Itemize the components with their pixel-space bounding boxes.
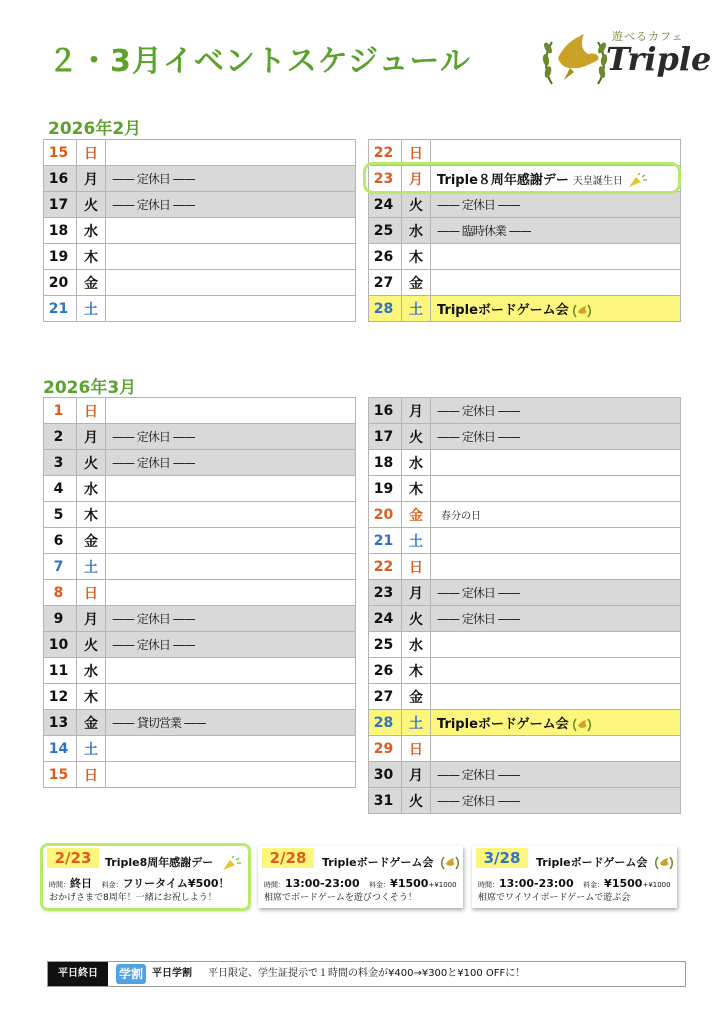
event-cell — [106, 710, 356, 736]
card-description: 相席でワイワイボードゲームで遊ぶ会 — [478, 893, 631, 903]
event-card-anniversary — [43, 846, 248, 908]
event-cell — [106, 450, 356, 476]
weekday: 木 — [402, 476, 431, 502]
day-number: 8 — [44, 580, 77, 606]
day-number: 22 — [369, 140, 402, 166]
day-number: 18 — [44, 218, 77, 244]
day-number: 24 — [369, 606, 402, 632]
day-number: 9 — [44, 606, 77, 632]
event-cell — [106, 658, 356, 684]
weekday: 日 — [77, 398, 106, 424]
weekday: 土 — [77, 554, 106, 580]
day-number: 25 — [369, 632, 402, 658]
calendar-row — [369, 192, 681, 218]
day-number: 20 — [44, 270, 77, 296]
weekday: 日 — [402, 554, 431, 580]
calendar-row — [44, 296, 356, 322]
weekday: 月 — [77, 166, 106, 192]
day-number: 4 — [44, 476, 77, 502]
day-number: 27 — [369, 270, 402, 296]
day-number: 31 — [369, 788, 402, 814]
day-number: 17 — [44, 192, 77, 218]
logo-wordmark: Triple — [606, 40, 712, 78]
event-cell — [106, 166, 356, 192]
event-cell — [431, 450, 681, 476]
calendar-row — [44, 684, 356, 710]
wreath-icon — [441, 856, 459, 870]
day-number: 15 — [44, 762, 77, 788]
time-label: 時間： — [478, 881, 499, 889]
fee-suffix: +¥1000 — [642, 881, 671, 889]
calendar-row — [44, 632, 356, 658]
february-calendar-right — [368, 139, 681, 322]
event-text: —— 定休日 —— — [437, 404, 520, 418]
event-text: —— 臨時休業 —— — [437, 224, 531, 238]
event-text: —— 貸切営業 —— — [112, 716, 206, 730]
event-cell — [431, 244, 681, 270]
day-number: 19 — [44, 244, 77, 270]
footer-heading: 平日学割 — [152, 968, 192, 979]
calendar-row — [369, 736, 681, 762]
event-cell — [431, 528, 681, 554]
event-cell — [106, 476, 356, 502]
day-number: 16 — [369, 398, 402, 424]
calendar-row — [369, 244, 681, 270]
day-number: 13 — [44, 710, 77, 736]
day-number: 12 — [44, 684, 77, 710]
day-number: 25 — [369, 218, 402, 244]
event-cell — [431, 710, 681, 736]
event-cell — [106, 270, 356, 296]
card-date: 2/23 — [47, 848, 99, 868]
calendar-row — [369, 398, 681, 424]
calendar-row — [369, 554, 681, 580]
calendar-row — [44, 710, 356, 736]
calendar-row — [44, 762, 356, 788]
weekday: 金 — [402, 270, 431, 296]
event-text: —— 定休日 —— — [112, 430, 195, 444]
event-cell — [106, 398, 356, 424]
day-number: 24 — [369, 192, 402, 218]
holiday-note: 天皇誕生日 — [572, 175, 623, 187]
calendar-row — [44, 244, 356, 270]
holiday-note: 春分の日 — [441, 511, 481, 522]
calendar-row — [44, 736, 356, 762]
event-text: Triple８周年感謝デー — [437, 172, 569, 188]
footer-description: 平日限定、学生証提示で１時間の料金が¥400→¥300と¥100 OFFに！ — [208, 968, 526, 979]
calendar-row — [44, 270, 356, 296]
event-text: —— 定休日 —— — [437, 430, 520, 444]
weekday: 月 — [402, 398, 431, 424]
march-title: 2026年3月 — [43, 378, 137, 398]
party-popper-icon — [221, 855, 243, 871]
weekday: 木 — [77, 684, 106, 710]
event-cell — [106, 140, 356, 166]
calendar-row — [369, 788, 681, 814]
calendar-row — [44, 502, 356, 528]
event-text: —— 定休日 —— — [437, 198, 520, 212]
card-title-text: Tripleボードゲーム会 — [322, 856, 434, 869]
weekday: 水 — [402, 450, 431, 476]
day-number: 17 — [369, 424, 402, 450]
day-number: 2 — [44, 424, 77, 450]
dove-icon — [540, 24, 610, 92]
card-description: 相席でボードゲームを遊びつくそう！ — [264, 893, 417, 903]
party-popper-icon — [627, 172, 649, 188]
weekday: 金 — [77, 270, 106, 296]
card-title-text: Tripleボードゲーム会 — [536, 856, 648, 869]
calendar-row — [44, 450, 356, 476]
calendar-row — [369, 476, 681, 502]
day-number: 23 — [369, 580, 402, 606]
event-cell — [431, 296, 681, 322]
event-cell — [106, 580, 356, 606]
weekday: 土 — [402, 710, 431, 736]
event-cell — [431, 762, 681, 788]
fee-value: ¥1500 — [390, 877, 429, 890]
calendar-row — [44, 424, 356, 450]
weekday: 火 — [77, 192, 106, 218]
event-cell — [431, 580, 681, 606]
event-cell — [431, 140, 681, 166]
calendar-row — [369, 424, 681, 450]
event-cell — [431, 476, 681, 502]
weekday: 火 — [402, 192, 431, 218]
day-number: 14 — [44, 736, 77, 762]
weekday: 水 — [402, 632, 431, 658]
event-cell — [431, 658, 681, 684]
card-info-line — [49, 872, 230, 891]
event-text: —— 定休日 —— — [112, 198, 195, 212]
time-label: 時間： — [49, 881, 70, 889]
weekday: 水 — [77, 218, 106, 244]
event-cell — [106, 762, 356, 788]
day-number: 23 — [369, 166, 402, 192]
event-cell — [431, 554, 681, 580]
card-info-line — [264, 872, 457, 891]
calendar-row — [369, 296, 681, 322]
time-value: 終日 — [70, 877, 92, 890]
day-number: 3 — [44, 450, 77, 476]
time-label: 時間： — [264, 881, 285, 889]
card-description: おかげさまで8周年！一緒にお祝しよう！ — [49, 893, 217, 903]
weekday: 月 — [402, 580, 431, 606]
day-number: 27 — [369, 684, 402, 710]
february-calendar-left — [43, 139, 356, 322]
day-number: 26 — [369, 244, 402, 270]
event-cell — [431, 606, 681, 632]
event-cell — [106, 554, 356, 580]
day-number: 16 — [44, 166, 77, 192]
weekday: 水 — [77, 476, 106, 502]
event-text: —— 定休日 —— — [437, 612, 520, 626]
calendar-row — [369, 140, 681, 166]
calendar-row — [44, 580, 356, 606]
event-text: —— 定休日 —— — [112, 456, 195, 470]
event-cell — [106, 632, 356, 658]
time-value: 13:00-23:00 — [285, 877, 360, 890]
calendar-row — [44, 218, 356, 244]
event-cell — [106, 684, 356, 710]
calendar-row — [369, 632, 681, 658]
page-title: ２・3月イベントスケジュール — [48, 44, 471, 79]
event-cell — [431, 192, 681, 218]
event-text: —— 定休日 —— — [437, 768, 520, 782]
weekday: 月 — [77, 606, 106, 632]
calendar-row — [369, 710, 681, 736]
event-cell — [431, 218, 681, 244]
calendar-row — [369, 528, 681, 554]
footer-label: 平日終日 — [48, 962, 108, 986]
february-title: 2026年2月 — [48, 119, 142, 139]
day-number: 18 — [369, 450, 402, 476]
weekday: 日 — [402, 140, 431, 166]
day-number: 26 — [369, 658, 402, 684]
event-text: Tripleボードゲーム会 — [437, 717, 569, 732]
day-number: 28 — [369, 296, 402, 322]
fee-value: フリータイム¥500！ — [122, 877, 230, 890]
calendar-row — [369, 270, 681, 296]
event-cell — [106, 218, 356, 244]
student-discount-banner — [47, 961, 686, 987]
calendar-row — [369, 580, 681, 606]
weekday: 土 — [77, 296, 106, 322]
weekday: 火 — [77, 632, 106, 658]
weekday: 木 — [402, 244, 431, 270]
event-cell — [431, 788, 681, 814]
calendar-row — [369, 450, 681, 476]
event-cell — [431, 684, 681, 710]
fee-value: ¥1500 — [604, 877, 643, 890]
card-title-text: Triple8周年感謝デー — [105, 856, 214, 869]
event-cell — [106, 244, 356, 270]
time-value: 13:00-23:00 — [499, 877, 574, 890]
calendar-row — [369, 762, 681, 788]
event-cell — [431, 398, 681, 424]
event-cell — [431, 270, 681, 296]
day-number: 11 — [44, 658, 77, 684]
fee-suffix: +¥1000 — [428, 881, 457, 889]
card-info-line — [478, 872, 671, 891]
weekday: 金 — [77, 710, 106, 736]
event-card-boardgame-feb — [258, 846, 463, 908]
event-text: —— 定休日 —— — [437, 586, 520, 600]
event-cell — [431, 736, 681, 762]
day-number: 21 — [369, 528, 402, 554]
day-number: 1 — [44, 398, 77, 424]
calendar-row — [44, 192, 356, 218]
calendar-row — [44, 476, 356, 502]
day-number: 29 — [369, 736, 402, 762]
weekday: 日 — [77, 762, 106, 788]
weekday: 木 — [77, 244, 106, 270]
day-number: 5 — [44, 502, 77, 528]
march-calendar-right — [368, 397, 681, 814]
day-number: 22 — [369, 554, 402, 580]
calendar-row — [44, 528, 356, 554]
event-cell — [106, 192, 356, 218]
event-cell — [106, 606, 356, 632]
day-number: 10 — [44, 632, 77, 658]
weekday: 火 — [402, 788, 431, 814]
calendar-row — [44, 140, 356, 166]
card-title — [536, 854, 673, 870]
card-title — [105, 854, 243, 871]
event-cell — [106, 736, 356, 762]
event-text: Tripleボードゲーム会 — [437, 303, 569, 318]
wreath-icon — [655, 856, 673, 870]
fee-label: 料金： — [369, 881, 391, 889]
weekday: 水 — [402, 218, 431, 244]
calendar-row — [369, 502, 681, 528]
calendar-row — [369, 606, 681, 632]
weekday: 月 — [402, 166, 431, 192]
weekday: 金 — [77, 528, 106, 554]
calendar-row — [369, 658, 681, 684]
calendar-row — [44, 166, 356, 192]
event-cell — [431, 632, 681, 658]
weekday: 火 — [402, 606, 431, 632]
weekday: 火 — [77, 450, 106, 476]
day-number: 20 — [369, 502, 402, 528]
calendar-row — [369, 218, 681, 244]
fee-label: 料金： — [583, 881, 605, 889]
calendar-row — [369, 166, 681, 192]
weekday: 土 — [402, 296, 431, 322]
event-text: —— 定休日 —— — [112, 638, 195, 652]
event-text: —— 定休日 —— — [112, 612, 195, 626]
day-number: 15 — [44, 140, 77, 166]
logo — [540, 24, 712, 92]
weekday: 月 — [402, 762, 431, 788]
calendar-row — [44, 398, 356, 424]
wreath-icon — [573, 718, 591, 732]
weekday: 日 — [77, 580, 106, 606]
weekday: 日 — [77, 140, 106, 166]
event-cell — [431, 424, 681, 450]
event-card-boardgame-mar — [472, 846, 677, 908]
weekday: 金 — [402, 502, 431, 528]
wreath-icon — [573, 304, 591, 318]
calendar-row — [44, 658, 356, 684]
event-cell — [431, 166, 681, 192]
day-number: 7 — [44, 554, 77, 580]
weekday: 金 — [402, 684, 431, 710]
card-date: 2/28 — [262, 848, 314, 868]
weekday: 月 — [77, 424, 106, 450]
event-text: —— 定休日 —— — [437, 794, 520, 808]
calendar-row — [44, 606, 356, 632]
march-calendar-left — [43, 397, 356, 788]
event-cell — [106, 424, 356, 450]
event-text: —— 定休日 —— — [112, 172, 195, 186]
weekday: 水 — [77, 658, 106, 684]
calendar-row — [369, 684, 681, 710]
fee-label: 料金： — [101, 881, 123, 889]
weekday: 火 — [402, 424, 431, 450]
weekday: 木 — [402, 658, 431, 684]
day-number: 21 — [44, 296, 77, 322]
event-cell — [431, 502, 681, 528]
card-date: 3/28 — [476, 848, 528, 868]
logo-subtitle: 遊べるカフェ — [612, 30, 684, 43]
weekday: 木 — [77, 502, 106, 528]
event-cell — [106, 296, 356, 322]
weekday: 土 — [77, 736, 106, 762]
weekday: 土 — [402, 528, 431, 554]
calendar-row — [44, 554, 356, 580]
card-title — [322, 854, 459, 870]
day-number: 19 — [369, 476, 402, 502]
day-number: 30 — [369, 762, 402, 788]
day-number: 6 — [44, 528, 77, 554]
day-number: 28 — [369, 710, 402, 736]
event-cell — [106, 528, 356, 554]
event-cell — [106, 502, 356, 528]
weekday: 日 — [402, 736, 431, 762]
student-discount-badge: 学割 — [116, 964, 146, 984]
